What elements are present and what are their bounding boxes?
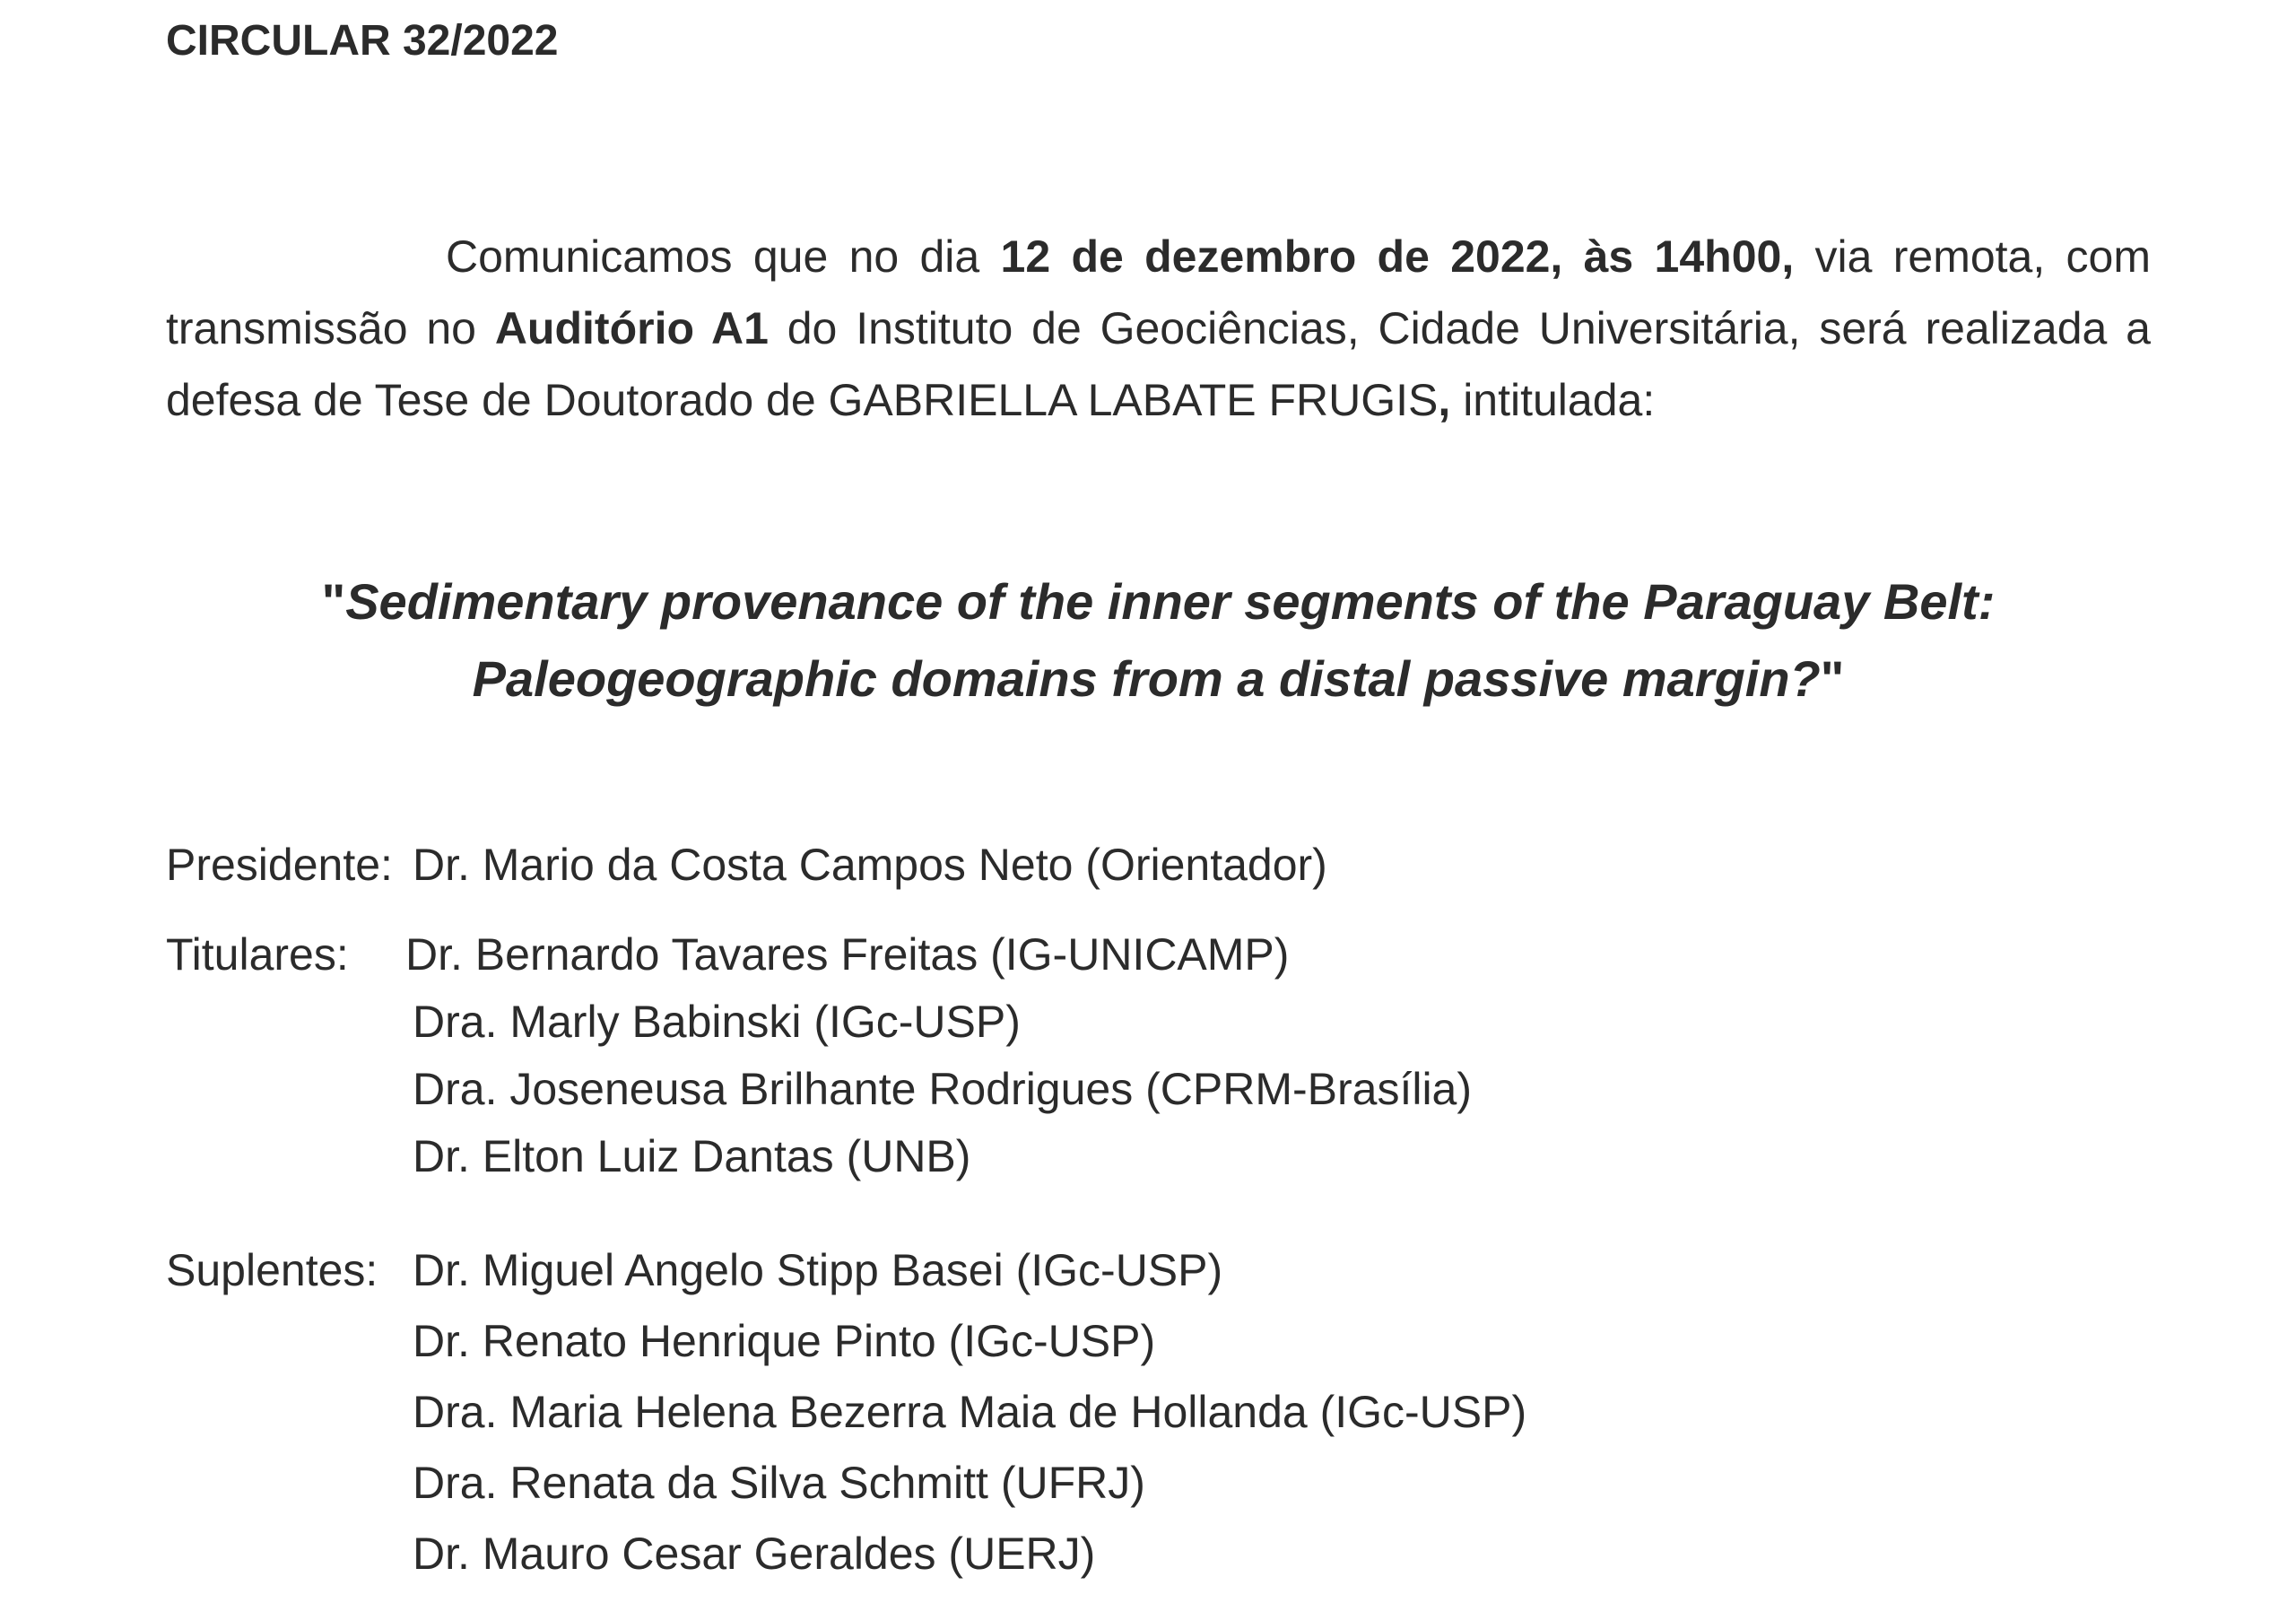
titular-member: Dra. Joseneusa Brilhante Rodrigues (CPRM-Brasília)	[413, 1064, 1473, 1114]
titulares-label: Titulares:	[166, 929, 349, 980]
suplente-member: Dr. Renato Henrique Pinto (IGc-USP)	[413, 1316, 1156, 1366]
thesis-title-text-2: Paleogeographic domains from a distal passive margin?	[472, 650, 1821, 707]
circular-number: CIRCULAR 32/2022	[166, 17, 559, 65]
announcement-paragraph	[166, 221, 2151, 436]
defense-date: 12 de dezembro de 2022, às 14h00,	[1000, 231, 1795, 282]
thesis-title	[166, 563, 2151, 718]
suplente-member: Dra. Maria Helena Bezerra Maia de Hollanda (IGc-USP)	[413, 1387, 1527, 1437]
paragraph-text-4: intitulada:	[1450, 375, 1656, 425]
auditorium-name: Auditório A1	[494, 303, 769, 353]
paragraph-text-1: Comunicamos que no dia	[446, 231, 1001, 282]
suplente-member: Dra. Renata da Silva Schmitt (UFRJ)	[413, 1458, 1145, 1508]
thesis-title-line-2	[166, 640, 2151, 718]
titular-member: Dr. Bernardo Tavares Freitas (IG-UNICAMP)	[405, 929, 1290, 980]
paragraph-text-3: do Instituto de Geociências, Cidade Universitária, será realizada a defesa de Tese de Doutorado de GABRIELLA LABATE FRUGIS	[166, 303, 2151, 425]
thesis-title-line-1	[166, 563, 2151, 640]
suplente-member: Dr. Mauro Cesar Geraldes (UERJ)	[413, 1529, 1096, 1579]
open-quote: "	[321, 573, 346, 630]
titular-member: Dra. Marly Babinski (IGc-USP)	[413, 997, 1021, 1047]
presidente-name: Dr. Mario da Costa Campos Neto (Orientador)	[413, 840, 1327, 890]
paragraph-comma: ,	[1438, 375, 1451, 425]
thesis-title-text-1: Sedimentary provenance of the inner segments of the Paraguay Belt:	[345, 573, 1996, 630]
suplentes-label: Suplentes:	[166, 1245, 378, 1295]
suplente-member: Dr. Miguel Angelo Stipp Basei (IGc-USP)	[413, 1245, 1223, 1295]
titular-member: Dr. Elton Luiz Dantas (UNB)	[413, 1131, 971, 1181]
close-quote: "	[1820, 650, 1845, 707]
presidente-label: Presidente:	[166, 840, 393, 890]
paragraph-text-2: via remota, com transmissão no	[166, 231, 2152, 353]
